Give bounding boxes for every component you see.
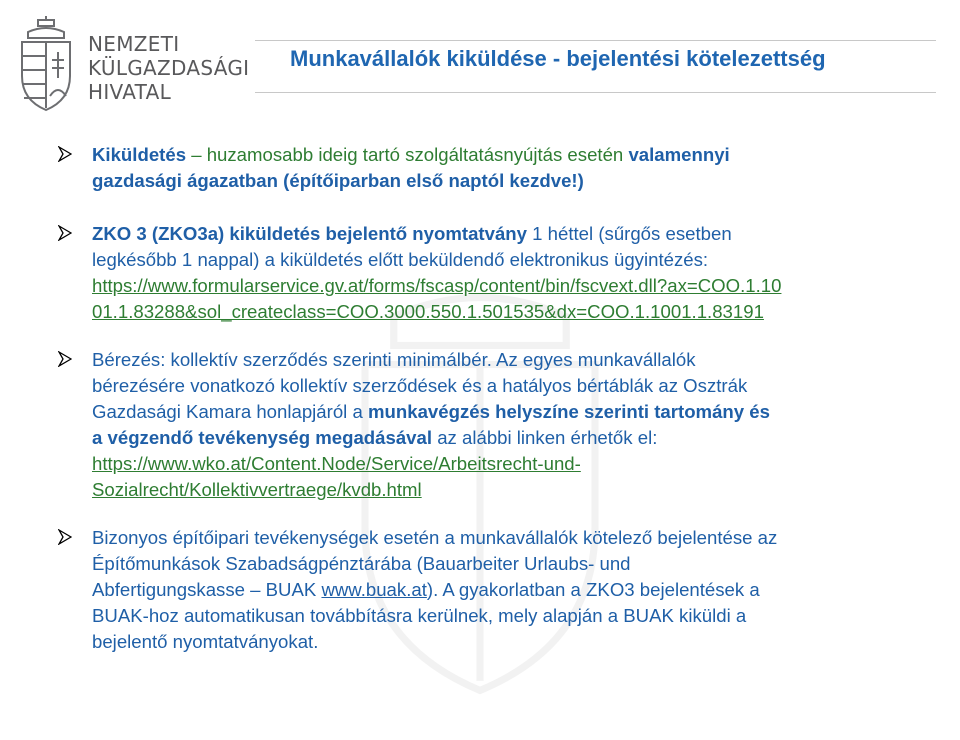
term-bold: Kiküldetés bbox=[92, 144, 187, 165]
term-bold: ZKO 3 (ZKO3a) kiküldetés bejelentő nyomtatvány bbox=[92, 223, 527, 244]
agency-name bbox=[88, 32, 249, 104]
text: 1 héttel (sűrgős esetben bbox=[527, 223, 732, 244]
text: – huzamosabb ideig tartó szolgáltatásnyújtás esetén bbox=[186, 144, 629, 165]
text: ). A gyakorlatban a ZKO3 bejelentések a bbox=[426, 579, 760, 600]
text: Bizonyos építőipari tevékenységek esetén a munkavállalók kötelező bejelentése az bbox=[92, 527, 778, 548]
page-title: Munkavállalók kiküldése - bejelentési kötelezettség bbox=[290, 46, 826, 71]
list-item bbox=[58, 525, 918, 655]
text: Bérezés: kollektív szerződés szerinti minimálbér. bbox=[92, 349, 492, 370]
emphasis: munkavégzés helyszíne szerinti tartomány és bbox=[367, 401, 770, 422]
arrow-bullet-icon bbox=[58, 225, 72, 241]
formularservice-link[interactable]: 01.1.83288&sol_createclass=COO.3000.550.1.501535&dx=COO.1.1001.1.83191 bbox=[92, 301, 764, 322]
text: Az egyes munkavállalók bbox=[491, 349, 696, 370]
agency-name-line: HIVATAL bbox=[88, 80, 172, 104]
text: bejelentő nyomtatványokat. bbox=[92, 631, 319, 652]
arrow-bullet-icon bbox=[58, 529, 72, 545]
header-divider bbox=[255, 92, 936, 93]
list-item bbox=[58, 221, 918, 325]
bullet-list bbox=[58, 142, 918, 655]
agency-name-line: NEMZETI bbox=[88, 32, 180, 56]
emphasis: a végzendő tevékenység megadásával bbox=[92, 427, 433, 448]
text: Abfertigungskasse – BUAK bbox=[92, 579, 322, 600]
text: legkésőbb 1 nappal) a kiküldetés előtt beküldendő elektronikus ügyintézés: bbox=[92, 249, 709, 270]
text: bérezésére vonatkozó kollektív szerződések és a hatályos bértáblák az Osztrák bbox=[92, 375, 748, 396]
text: Gazdasági Kamara honlapjáról a bbox=[92, 401, 368, 422]
emphasis: valamennyi bbox=[628, 144, 730, 165]
text: BUAK-hoz automatikusan továbbításra kerülnek, mely alapján a BUAK kiküldi a bbox=[92, 605, 747, 626]
wko-link[interactable]: Sozialrecht/Kollektivvertraege/kvdb.html bbox=[92, 479, 422, 500]
agency-name-line: KÜLGAZDASÁGI bbox=[88, 56, 250, 80]
arrow-bullet-icon bbox=[58, 146, 72, 162]
formularservice-link[interactable]: https://www.formularservice.gv.at/forms/fscasp/content/bin/fscvext.dll?ax=COO.1.10 bbox=[92, 275, 782, 296]
text: az alábbi linken érhetők el: bbox=[432, 427, 658, 448]
agency-logo bbox=[14, 12, 250, 112]
wko-link[interactable]: https://www.wko.at/Content.Node/Service/Arbeitsrecht-und- bbox=[92, 453, 581, 474]
arrow-bullet-icon bbox=[58, 351, 72, 367]
header-divider bbox=[255, 40, 936, 41]
emphasis: gazdasági ágazatban (építőiparban első naptól kezdve!) bbox=[92, 170, 584, 191]
coat-of-arms-icon bbox=[14, 16, 78, 112]
list-item bbox=[58, 347, 918, 503]
text: Építőmunkások Szabadságpénztárába (Bauarbeiter Urlaubs- und bbox=[92, 553, 631, 574]
list-item bbox=[58, 142, 918, 194]
buak-link[interactable]: www.buak.at bbox=[321, 579, 427, 600]
